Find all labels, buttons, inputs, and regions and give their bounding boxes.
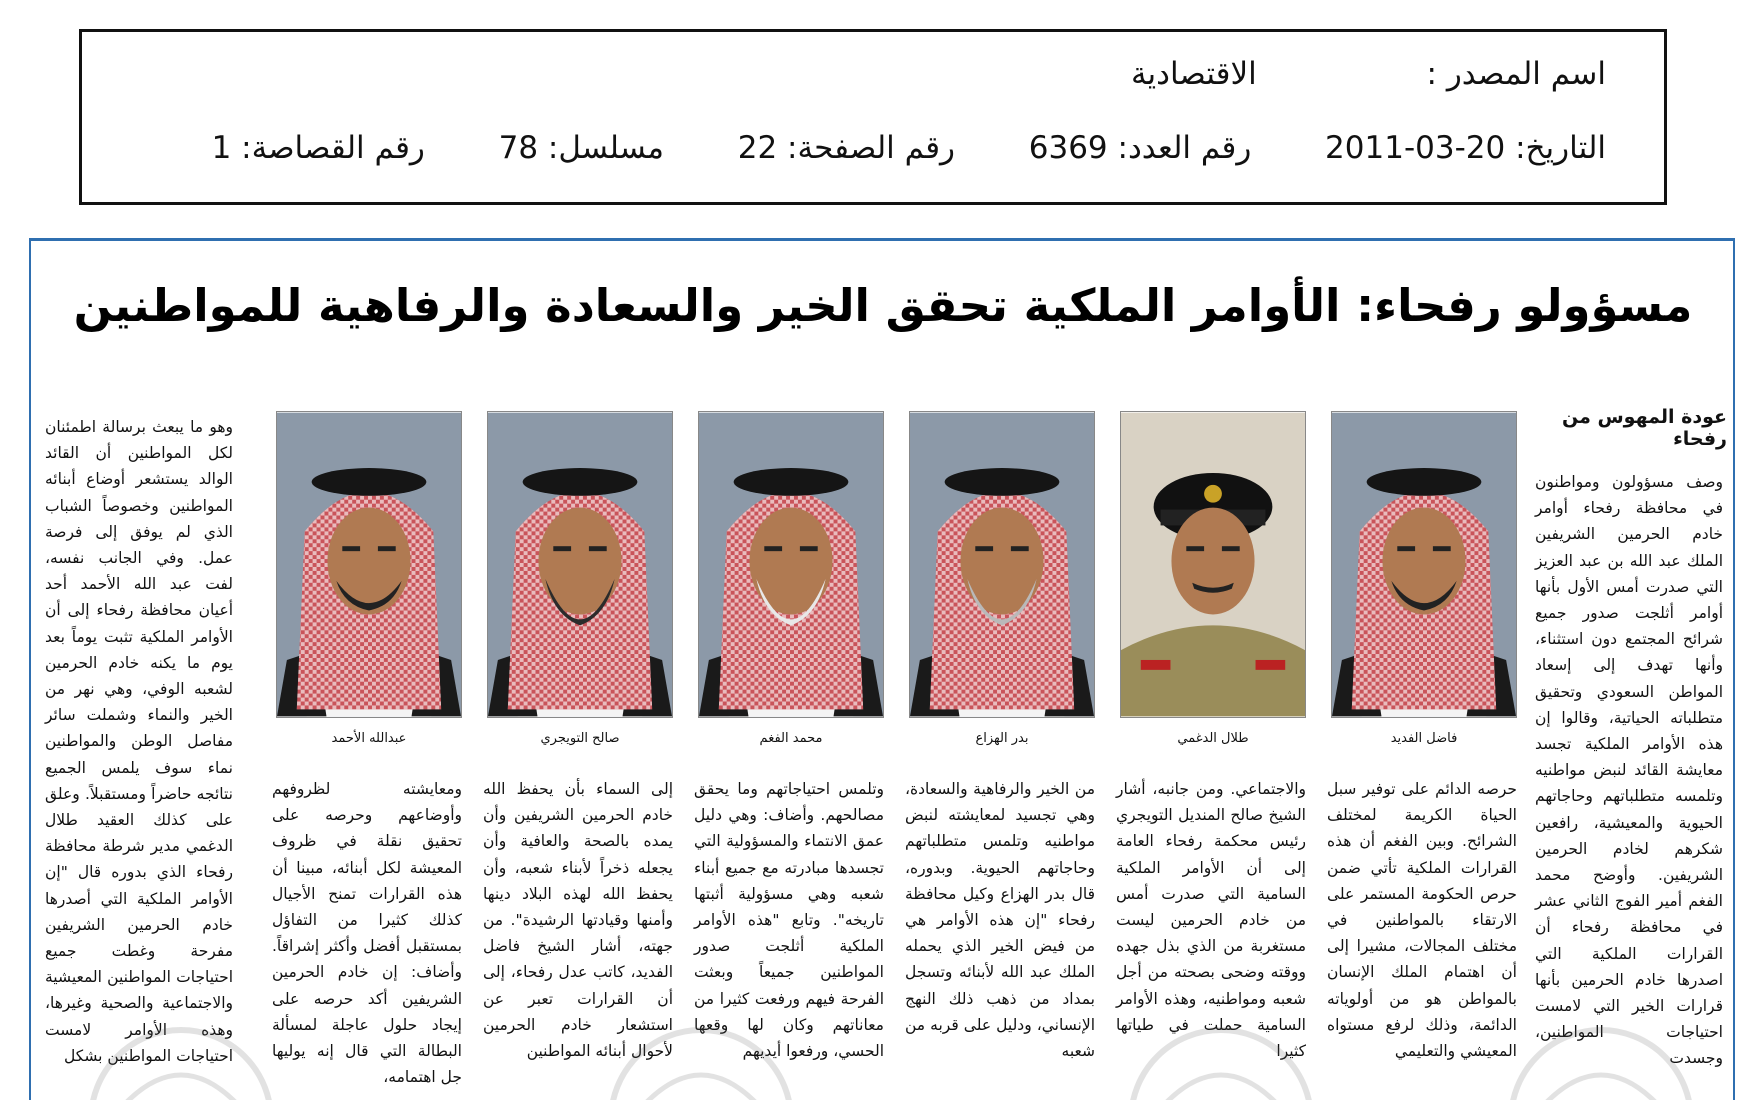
intro-column: وصف مسؤولون ومواطنون في محافظة رفحاء أوامر خادم الحرمين الشريفين الملك عبد الله بن عبد العزيز التي صدرت أمس الأول بأنها أوامر أثلجت صدور جميع شرائح المجتمع دون استثناء، وأنها تهدف إلى إسعاد المواطن السعودي وتحقيق متطلباته الحياتية، وقالوا إن هذه الأوامر الملكية تجسد معايشة القائد لنبض مواطنيه وتلمسه متطلباتهم وحاجاتهم الحيوية والمعيشية، رافعين شكرهم لخادم الحرمين الشريفين. وأوضح محمد الفغم أمير الفوج الثاني عشر في محافظة رفحاء أن القرارات الملكية التي اصدرها خادم الحرمين بأنها قرارات الخير التي لامست احتياجات المواطنين، وجسدت — [1535, 473, 1723, 1068]
issue-field: رقم العدد: 6369 — [1028, 130, 1252, 166]
date-field: التاريخ: 20-03-2011 — [1325, 130, 1606, 166]
portrait-caption: محمد الفغم — [759, 731, 823, 746]
source-info-box — [79, 29, 1667, 205]
article-column: إلى السماء بأن يحفظ الله خادم الحرمين الشريفين وأن يمده بالصحة والعافية وأن يجعله ذخراً لأبناء شعبه، وأن يحفظ الله لهذه البلاد دينها وأمنها وقيادتها الرشيدة". من جهته، أشار الشيخ فاضل الفديد، كاتب عدل رفحاء، إلى أن القرارات تعبر عن استشعار خادم الحرمين لأحوال أبنائه المواطنين — [483, 780, 673, 1061]
watermark-emblem — [1111, 1010, 1331, 1100]
clip-number-field: رقم القصاصة: 1 — [211, 130, 425, 166]
serial-field: مسلسل: 78 — [498, 130, 665, 166]
page-field: رقم الصفحة: 22 — [737, 130, 956, 166]
portrait-photo — [698, 411, 884, 718]
portrait-caption: طلال الدغمي — [1177, 731, 1249, 746]
left-column: وهو ما يبعث برسالة اطمئنان لكل المواطنين أن القائد الوالد يستشعر أوضاع أبنائه المواطنين وخصوصاً الشباب الذي لم يوفق إلى فرصة عمل. وفي الجانب نفسه، لفت عبد الله الأحمد أحد أعيان محافظة رفحاء إلى أن الأوامر الملكية تثبت يوماً بعد يوم ما يكنه خادم الحرمين لشعبه الوفي، وهي نهر من الخير والنماء وشملت سائر مفاصل الوطن والمواطنين نماء سوف يلمس الجميع نتائجه حاضراً ومستقبلاً. وعلق على كذلك العقيد طلال الدغمي مدير شرطة محافظة رفحاء الذي بدوره قال "إن الأوامر الملكية التي أصدرها خادم الحرمين الشريفين مفرحة وغطت جميع احتياجات المواطنين المعيشية والاجتماعية والصحية وغيرها، وهذه الأوامر لامست احتياجات المواطنين بشكل — [45, 418, 233, 1065]
portrait-caption: بدر الهزاع — [975, 731, 1029, 746]
source-value: الاقتصادية — [1130, 56, 1257, 92]
portrait-photo — [1331, 411, 1517, 718]
watermark-emblem — [71, 1010, 291, 1100]
article-headline: مسؤولو رفحاء: الأوامر الملكية تحقق الخير والسعادة والرفاهية للمواطنين — [73, 279, 1693, 332]
source-line — [1131, 56, 1606, 92]
portrait-caption: صالح التويجري — [540, 731, 620, 746]
article-column: حرصه الدائم على توفير سبل الحياة الكريمة لمختلف الشرائح. وبين الفغم أن هذه القرارات الملكية تأتي ضمن حرص الحكومة المستمر على الارتقاء بالمواطنين في مختلف المجالات، مشيرا إلى أن اهتمام الملك الإنسان بالمواطن هو من أولوياته الدائمة، وذلك لرفع مستواه المعيشي والتعليمي — [1327, 780, 1517, 1061]
article-column: ومعايشته لظروفهم وأوضاعهم وحرصه على تحقيق نقلة في ظروف المعيشة لكل أبنائه، مبينا أن هذه القرارات تمنح الأجيال كذلك كثيرا من التفاؤل بمستقبل أفضل وأكثر إشراقاً. وأضاف: إن خادم الحرمين الشريفين أكد حرصه على إيجاد حلول عاجلة لمسألة البطالة التي قال إنه يوليها جل اهتمامه، — [272, 780, 462, 1087]
portrait-caption: عبدالله الأحمد — [331, 731, 407, 746]
watermark-emblem — [591, 1010, 811, 1100]
watermark-emblem — [1491, 1010, 1711, 1100]
newspaper-clipping — [29, 238, 1735, 1100]
article-column: من الخير والرفاهية والسعادة، وهي تجسيد لمعايشته لنبض مواطنيه وتلمس متطلباتهم وحاجاتهم الحيوية. وبدوره، قال بدر الهزاع وكيل محافظة رفحاء "إن هذه الأوامر هي من فيض الخير الذي يحمله الملك عبد الله لأبنائه وتسجل بمداد من ذهب ذلك النهج الإنساني، ودليل على قربه من شعبه — [905, 780, 1095, 1061]
article-column: وتلمس احتياجاتهم وما يحقق مصالحهم. وأضاف: وهي دليل عمق الانتماء والمسؤولية التي تجسدها مبادرته مع جميع أبناء شعبه وهي مسؤولية أثبتها تاريخه". وتابع "هذه الأوامر الملكية أثلجت صدور المواطنين جميعاً وبعثت الفرحة فيهم ورفعت كثيرا من معاناتهم وكان لها وقعها الحسي، ورفعوا أيديهم — [694, 780, 884, 1061]
portrait-photo — [487, 411, 673, 718]
portrait-photo — [909, 411, 1095, 718]
source-label: اسم المصدر : — [1426, 56, 1606, 92]
publication-details-line — [212, 130, 1606, 166]
portrait-photo — [276, 411, 462, 718]
article-column: والاجتماعي. ومن جانبه، أشار الشيخ صالح المنديل التويجري رئيس محكمة رفحاء العامة إلى أن الأوامر الملكية السامية التي صدرت أمس من خادم الحرمين ليست مستغربة من الذي بذل جهده ووقته وضحى بصحته من أجل شعبه ومواطنيه، وهذه الأوامر السامية حملت في طياتها كثيرا — [1116, 780, 1306, 1061]
portrait-photo — [1120, 411, 1306, 718]
section-title: عودة المهوس من رفحاء — [1561, 406, 1727, 450]
portrait-caption: فاضل الفديد — [1390, 731, 1458, 746]
